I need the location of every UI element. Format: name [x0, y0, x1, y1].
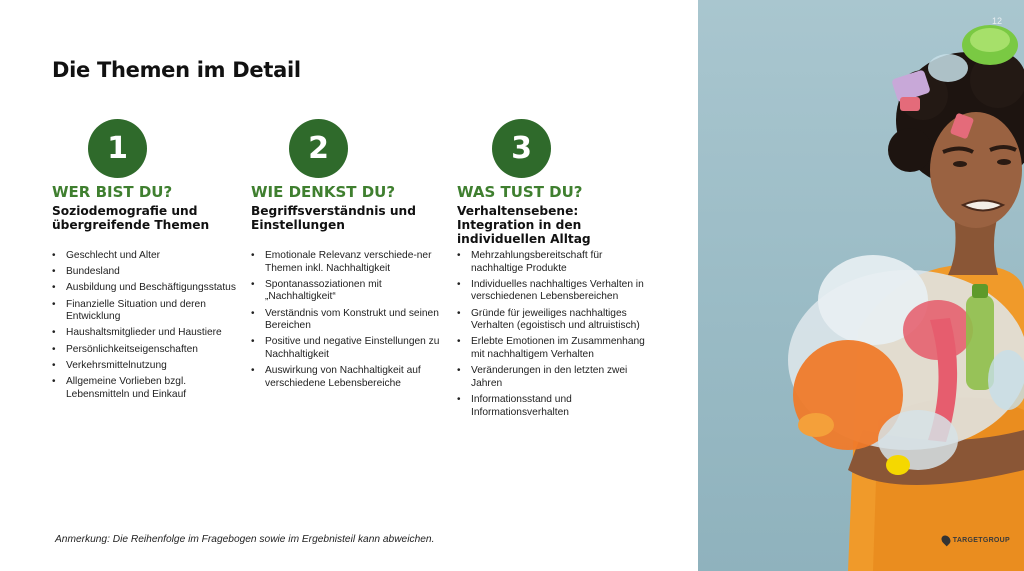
- number-badge-3: 3: [492, 119, 551, 178]
- list-item: • Allgemeine Vorlieben bzgl. Lebensmitteln und Einkauf: [52, 376, 242, 401]
- list-item: • Individuelles nachhaltiges Verhalten in verschiedenen Lebensbereichen: [457, 279, 657, 304]
- topic-heading-2: WIE DENKST DU?: [251, 183, 396, 201]
- topic-list-1: [52, 250, 242, 405]
- list-item: • Persönlichkeitseigenschaften: [52, 344, 242, 357]
- list-item: • Mehrzahlungsbereitschaft für nachhaltige Produkte: [457, 250, 657, 275]
- topic-subheading-2: Begriffsverständnis und Einstellungen: [251, 204, 416, 232]
- woman-with-plastic-waste-image: [698, 0, 1024, 571]
- list-item: • Emotionale Relevanz verschiede-ner Themen inkl. Nachhaltigkeit: [251, 250, 441, 275]
- slide-title: Die Themen im Detail: [52, 58, 301, 82]
- page-number: 12: [991, 16, 1002, 26]
- topic-subheading-1: Soziodemografie und übergreifende Themen: [52, 204, 210, 232]
- list-item: • Informationsstand und Informationsverhalten: [457, 394, 657, 419]
- number-badge-1: 1: [88, 119, 147, 178]
- list-item: • Verständnis vom Konstrukt und seinen Bereichen: [251, 308, 441, 333]
- list-item: • Erlebte Emotionen im Zusammenhang mit nachhaltigem Verhalten: [457, 336, 657, 361]
- list-item: • Positive und negative Einstellungen zu Nachhaltigkeit: [251, 336, 441, 361]
- list-item: • Haushaltsmitglieder und Haustiere: [52, 327, 242, 340]
- number-badge-2: 2: [289, 119, 348, 178]
- topic-heading-3: WAS TUST DU?: [457, 183, 583, 201]
- list-item: • Auswirkung von Nachhaltigkeit auf verschiedene Lebensbereiche: [251, 365, 441, 390]
- topic-heading-1: WER BIST DU?: [52, 183, 173, 201]
- topic-list-2: [251, 250, 441, 394]
- photo-panel: [698, 0, 1024, 571]
- list-item: • Geschlecht und Alter: [52, 250, 242, 263]
- list-item: • Gründe für jeweiliges nachhaltiges Verhalten (egoistisch und altruistisch): [457, 308, 657, 333]
- logo-text: TARGETGROUP: [952, 536, 1010, 544]
- footnote: Anmerkung: Die Reihenfolge im Fragebogen sowie im Ergebnisteil kann abweichen.: [55, 534, 435, 545]
- topic-list-3: [457, 250, 657, 423]
- topic-subheading-3: Verhaltensebene: Integration in den individuellen Alltag: [457, 204, 591, 246]
- list-item: • Spontanassoziationen mit „Nachhaltigkeit“: [251, 279, 441, 304]
- list-item: • Verkehrsmittelnutzung: [52, 360, 242, 373]
- list-item: • Finanzielle Situation und deren Entwicklung: [52, 299, 242, 324]
- location-pin-icon: [939, 534, 952, 547]
- company-logo: [942, 535, 1010, 545]
- list-item: • Veränderungen in den letzten zwei Jahren: [457, 365, 657, 390]
- list-item: • Ausbildung und Beschäftigungsstatus: [52, 282, 242, 295]
- list-item: • Bundesland: [52, 266, 242, 279]
